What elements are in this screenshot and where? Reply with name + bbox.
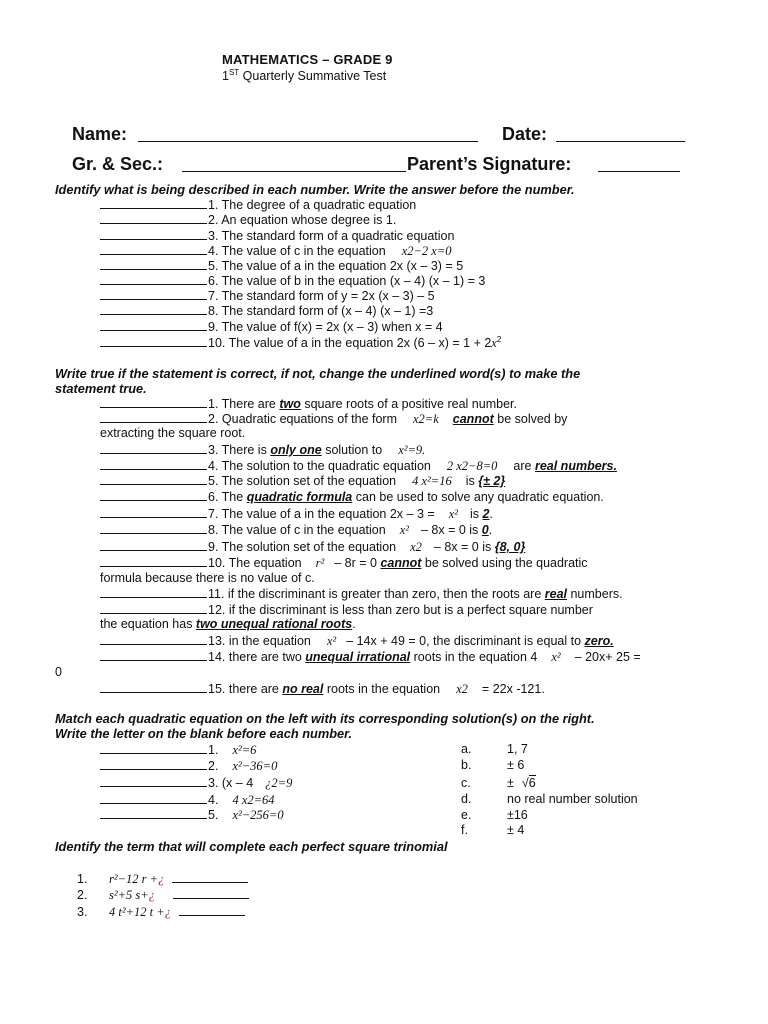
p1-item-3: 3. The standard form of a quadratic equation bbox=[100, 228, 454, 243]
p2-item-9: 9. The solution set of the equation x2 – 8x = 0 is {8, 0} bbox=[100, 539, 525, 555]
answer-blank[interactable] bbox=[173, 887, 249, 899]
part1-instruction: Identify what is being described in each number. Write the answer before the number. bbox=[55, 182, 575, 197]
part3-instruction-line2: Write the letter on the blank before each number. bbox=[55, 726, 352, 741]
p2-item-6: 6. The quadratic formula can be used to solve any quadratic equation. bbox=[100, 489, 604, 504]
p4-item-1: 1. r²−12 r +¿ bbox=[77, 871, 248, 887]
p1-item-9: 9. The value of f(x) = 2x (x – 3) when x = 4 bbox=[100, 319, 443, 334]
part4-instruction: Identify the term that will complete each perfect square trinomial bbox=[55, 839, 448, 854]
p3-right-a: a. 1, 7 bbox=[461, 742, 528, 756]
p2-item-2-cont: extracting the square root. bbox=[100, 426, 246, 440]
date-blank[interactable] bbox=[556, 126, 685, 142]
answer-blank[interactable] bbox=[100, 633, 207, 645]
answer-blank[interactable] bbox=[100, 319, 207, 331]
answer-blank[interactable] bbox=[100, 807, 207, 819]
answer-blank[interactable] bbox=[100, 243, 207, 255]
p2-item-1: 1. There are two square roots of a positive real number. bbox=[100, 396, 517, 411]
answer-blank[interactable] bbox=[100, 303, 207, 315]
answer-blank[interactable] bbox=[100, 258, 207, 270]
name-blank[interactable] bbox=[138, 126, 478, 142]
p3-right-e: e. ±16 bbox=[461, 808, 528, 822]
grsec-label: Gr. & Sec.: bbox=[72, 154, 164, 174]
p3-right-f: f. ± 4 bbox=[461, 823, 525, 837]
part2-instruction-line1: Write true if the statement is correct, if not, change the underlined word(s) to make the bbox=[55, 366, 581, 381]
p1-item-7: 7. The standard form of y = 2x (x – 3) – 5 bbox=[100, 288, 435, 303]
p2-item-10: 10. The equation r² – 8r = 0 cannot be solved using the quadratic bbox=[100, 555, 588, 571]
answer-blank[interactable] bbox=[100, 758, 207, 770]
p4-item-3: 3. 4 t²+12 t +¿ bbox=[77, 904, 245, 920]
answer-blank[interactable] bbox=[100, 273, 207, 285]
p1-item-10: 10. The value of a in the equation 2x $(6 - x) = 1 + 2x^2$ bbox=[100, 335, 501, 351]
p2-item-4: 4. The solution to the quadratic equation 2 x2−8=0 are real numbers. bbox=[100, 458, 617, 474]
p2-item-12: 12. if the discriminant is less than zero but is a perfect square number bbox=[100, 602, 593, 617]
answer-blank[interactable] bbox=[100, 602, 207, 614]
equation: x2−2 x=0 bbox=[401, 244, 452, 258]
answer-blank[interactable] bbox=[100, 681, 207, 693]
test-num: 1 bbox=[222, 69, 229, 84]
p2-item-2: 2. Quadratic equations of the form x2=k cannot be solved by bbox=[100, 411, 567, 427]
date-label: Date: bbox=[502, 124, 548, 144]
answer-blank[interactable] bbox=[100, 489, 207, 501]
p2-item-8: 8. The value of c in the equation x² – 8x = 0 is 0. bbox=[100, 522, 492, 538]
p3-left-5: 5. x²−256=0 bbox=[100, 807, 284, 823]
parent-signature-label: Parent’s Signature: bbox=[407, 154, 572, 174]
p1-item-8: 8. The standard form of (x – 4) (x – 1) =3 bbox=[100, 303, 433, 318]
test-title: MATHEMATICS – GRADE 9 bbox=[222, 52, 393, 67]
answer-blank[interactable] bbox=[100, 396, 207, 408]
p1-item-4: 4. The value of c in the equation x2−2 x=0 bbox=[100, 243, 452, 259]
answer-blank[interactable] bbox=[172, 871, 248, 883]
answer-blank[interactable] bbox=[100, 442, 207, 454]
p1-item-2: 2. An equation whose degree is 1. bbox=[100, 212, 396, 227]
p3-right-d: d. no real number solution bbox=[461, 792, 638, 806]
p2-item-15: 15. there are no real roots in the equation x2 = 22x -121. bbox=[100, 681, 545, 697]
answer-blank[interactable] bbox=[100, 458, 207, 470]
p3-right-b: b. ± 6 bbox=[461, 758, 525, 772]
p3-left-3: 3. (x – 4 ¿2=9 bbox=[100, 775, 292, 791]
p2-item-3: 3. There is only one solution to x²=9. bbox=[100, 442, 425, 458]
answer-blank[interactable] bbox=[100, 473, 207, 485]
answer-blank[interactable] bbox=[100, 228, 207, 240]
p1-item-1: 1. The degree of a quadratic equation bbox=[100, 197, 416, 212]
answer-blank[interactable] bbox=[100, 411, 207, 423]
answer-blank[interactable] bbox=[100, 792, 207, 804]
answer-blank[interactable] bbox=[100, 586, 207, 598]
p2-item-12-cont: the equation has two unequal rational roots. bbox=[100, 617, 356, 631]
answer-blank[interactable] bbox=[100, 288, 207, 300]
answer-blank[interactable] bbox=[100, 522, 207, 534]
parent-signature-blank[interactable] bbox=[598, 156, 680, 172]
p3-left-4: 4. 4 x2=64 bbox=[100, 792, 275, 808]
part3-instruction-line1: Match each quadratic equation on the left with its corresponding solution(s) on the right. bbox=[55, 711, 595, 726]
answer-blank[interactable] bbox=[100, 649, 207, 661]
p3-left-1: 1. x²=6 bbox=[100, 742, 256, 758]
p3-left-2: 2. x²−36=0 bbox=[100, 758, 277, 774]
answer-blank[interactable] bbox=[100, 212, 207, 224]
p1-item-5: 5. The value of a in the equation 2x (x – 3) = 5 bbox=[100, 258, 463, 273]
name-label: Name: bbox=[72, 124, 128, 144]
grsec-blank[interactable] bbox=[182, 156, 406, 172]
p2-item-7: 7. The value of a in the equation 2x – 3 = x² is 2. bbox=[100, 506, 493, 522]
test-sup: ST bbox=[228, 68, 240, 77]
p2-item-14: 14. there are two unequal irrational roots in the equation 4 x² – 20x+ 25 = bbox=[100, 649, 641, 665]
sqrt-symbol: √ bbox=[521, 776, 529, 790]
answer-blank[interactable] bbox=[100, 775, 207, 787]
p2-item-14-cont: 0 bbox=[55, 665, 62, 679]
answer-blank[interactable] bbox=[179, 904, 245, 916]
p4-item-2: 2. s²+5 s+¿ bbox=[77, 887, 249, 903]
answer-blank[interactable] bbox=[100, 742, 207, 754]
answer-blank[interactable] bbox=[100, 506, 207, 518]
part2-instruction-line2: statement true. bbox=[55, 381, 147, 396]
answer-blank[interactable] bbox=[100, 555, 207, 567]
p2-item-13: 13. in the equation x² – 14x + 49 = 0, the discriminant is equal to zero. bbox=[100, 633, 614, 649]
p2-item-10-cont: formula because there is no value of c. bbox=[100, 571, 315, 585]
answer-blank[interactable] bbox=[100, 539, 207, 551]
p2-item-11: 11. if the discriminant is greater than zero, then the roots are real numbers. bbox=[100, 586, 623, 601]
answer-blank[interactable] bbox=[100, 335, 207, 347]
test-subtitle bbox=[222, 68, 386, 83]
test-rest: Quarterly Summative Test bbox=[239, 69, 387, 84]
answer-blank[interactable] bbox=[100, 197, 207, 209]
p3-right-c: c. ± √6 bbox=[461, 776, 536, 790]
p2-item-5: 5. The solution set of the equation 4 x²=16 is {± 2} bbox=[100, 473, 505, 489]
p1-item-6: 6. The value of b in the equation (x – 4) (x – 1) = 3 bbox=[100, 273, 485, 288]
